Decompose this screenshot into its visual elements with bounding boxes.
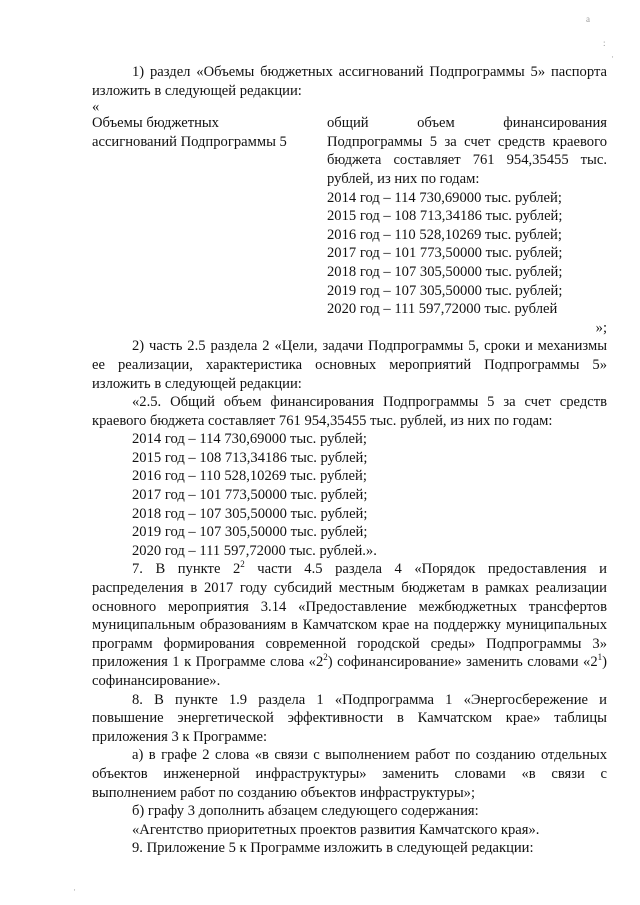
table-value-text: общий объем финансирования Подпрограммы 5 за счет средств краевого бюджета составляет 761 954,35455 тыс. рублей, из них по годам: <box>327 115 607 187</box>
item1-paragraph: 1) раздел «Объемы бюджетных ассигнований Подпрограммы 5» паспорта изложить в следующей редакции: <box>92 64 607 99</box>
budget-table <box>92 114 607 319</box>
table-value-cell <box>327 114 607 319</box>
year-line: 2016 год – 110 528,10269 тыс. рублей; <box>132 468 367 485</box>
table-label-line: ассигнований Подпрограммы 5 <box>92 133 287 150</box>
margin-mark: · <box>611 52 614 62</box>
year-line: 2019 год – 107 305,50000 тыс. рублей; <box>132 524 368 541</box>
item7-text: 7. В пункте 2 <box>132 561 241 578</box>
year-line: 2017 год – 101 773,50000 тыс. рублей; <box>327 245 563 262</box>
year-line: 2020 год – 111 597,72000 тыс. рублей.». <box>132 542 377 559</box>
year-line: 2014 год – 114 730,69000 тыс. рублей; <box>327 189 562 206</box>
year-line: 2020 год – 111 597,72000 тыс. рублей <box>327 301 558 318</box>
item7-text: части 4.5 раздела 4 «Порядок предоставления и распределения в 2017 году субсидий местным бюджетам в рамках реализации основного мероприятия 3.14 «Предоставление межбюджетных трансфертов муниципальным образованиям в Камчатском крае на поддержку муниципальных программ формирования современной городской среды» Подпрограммы 3» приложения 1 к Программе слова «2 <box>92 561 607 671</box>
year-line: 2015 год – 108 713,34186 тыс. рублей; <box>132 449 368 466</box>
item8-subitem-a: а) в графе 2 слова «в связи с выполнением работ по созданию отдельных объектов инженерной инфраструктуры» заменить словами «в связи с выполнением работ по созданию объектов инфраструктуры»; <box>92 747 607 801</box>
superscript: 2 <box>240 559 245 570</box>
year-line: 2018 год – 107 305,50000 тыс. рублей; <box>327 263 563 280</box>
year-line: 2018 год – 107 305,50000 тыс. рублей; <box>132 505 368 522</box>
year-line: 2017 год – 101 773,50000 тыс. рублей; <box>132 487 368 504</box>
superscript: 2 <box>323 652 328 663</box>
item2-paragraph: 2) часть 2.5 раздела 2 «Цели, задачи Подпрограммы 5, сроки и механизмы ее реализации, характеристика основных мероприятий Подпрограммы 5» изложить в следующей редакции: <box>92 338 607 392</box>
item7-paragraph <box>92 560 607 690</box>
margin-mark: · <box>73 885 76 895</box>
margin-mark: а <box>586 14 590 24</box>
table-label-cell <box>92 114 327 319</box>
year-line: 2015 год – 108 713,34186 тыс. рублей; <box>327 208 563 225</box>
open-quote: « <box>92 99 100 116</box>
superscript: 1 <box>597 652 603 663</box>
item9-paragraph: 9. Приложение 5 к Программе изложить в следующей редакции: <box>132 840 534 857</box>
close-quote: »; <box>595 319 607 336</box>
item8-paragraph: 8. В пункте 1.9 раздела 1 «Подпрограмма 1 «Энергосбережение и повышение энергетической эффективности в Камчатском крае» таблицы приложения 3 к Программе: <box>92 691 607 745</box>
year-line: 2014 год – 114 730,69000 тыс. рублей; <box>132 431 367 448</box>
item7-text: ) софинансирование». <box>92 654 607 689</box>
year-line: 2016 год – 110 528,10269 тыс. рублей; <box>327 226 562 243</box>
margin-mark: : <box>603 38 606 48</box>
item2-quote: «2.5. Общий объем финансирования Подпрограммы 5 за счет средств краевого бюджета составляет 761 954,35455 тыс. рублей, из них по годам: <box>92 394 607 429</box>
item7-text: ) софинансирование» заменить словами «2 <box>327 654 598 671</box>
item8-subitem-b: б) графу 3 дополнить абзацем следующего содержания: <box>132 803 479 820</box>
item8-subitem-b-quote: «Агентство приоритетных проектов развития Камчатского края». <box>132 821 540 838</box>
year-line: 2019 год – 107 305,50000 тыс. рублей; <box>327 282 563 299</box>
document-body <box>92 63 607 858</box>
table-label-line: Объемы бюджетных <box>92 115 219 132</box>
